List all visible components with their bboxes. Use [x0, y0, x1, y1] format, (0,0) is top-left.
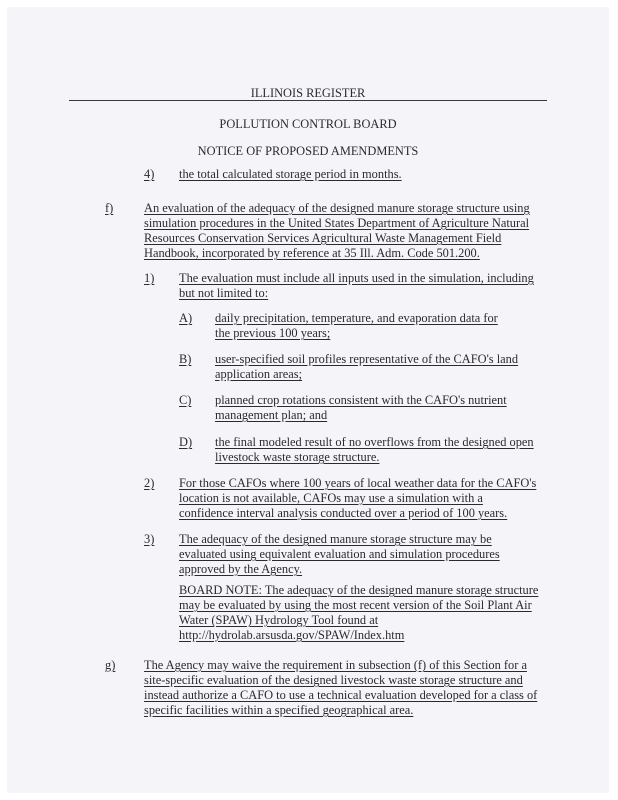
item-f2-label: 2) [144, 476, 155, 490]
item-D-text: the final modeled result of no overflows from the designed open livestock waste storage structure. [215, 435, 534, 464]
header-rule [69, 100, 547, 101]
item-B-text: user-specified soil profiles representative of the CAFO's land application areas; [215, 352, 519, 381]
item-f1-label: 1) [144, 271, 155, 285]
spaw-link[interactable]: http://hydrolab.arsusda.gov/SPAW/Index.htm [179, 628, 405, 642]
item-C-label: C) [179, 393, 192, 407]
item-f2-text: For those CAFOs where 100 years of local weather data for the CAFO's location is not available, CAFOs may use a simulation with a confidence interval analysis conducted over a period of 100 years. [179, 476, 537, 520]
subsection-f-label: f) [105, 201, 114, 215]
notice-title: NOTICE OF PROPOSED AMENDMENTS [197, 144, 419, 158]
item-A-label: A) [179, 311, 193, 325]
item-f3-text: The adequacy of the designed manure storage structure may be evaluated using equivalent evaluation and simulation procedures approved by the Agency. [179, 532, 500, 576]
subsection-g-text: The Agency may waive the requirement in subsection (f) of this Section for a site-specific evaluation of the designed livestock waste storage structure and instead authorize a CAFO to use a technical evaluation developed for a class of specific facilities within a specified geographical area. [144, 658, 538, 717]
item-B-label: B) [179, 352, 192, 366]
item-4-text: the total calculated storage period in months. [179, 167, 402, 181]
board-note [179, 583, 541, 643]
item-4-label: 4) [144, 167, 155, 181]
subsection-f-text: An evaluation of the adequacy of the designed manure storage structure using simulation procedures in the United States Department of Agriculture Natural Resources Conservation Services Agricultural Waste Management Field Handbook, incorporated by reference at 35 Ill. Adm. Code 501.200. [144, 201, 530, 260]
item-f3-label: 3) [144, 532, 155, 546]
board-title: POLLUTION CONTROL BOARD [219, 117, 397, 131]
item-D-label: D) [179, 435, 193, 449]
board-note-text: BOARD NOTE: The adequacy of the designed manure storage structure may be evaluated by using the most recent version of the Soil Plant Air Water (SPAW) Hydrology Tool found at [179, 583, 539, 627]
item-C-text: planned crop rotations consistent with the CAFO's nutrient management plan; and [215, 393, 507, 422]
item-f1-text: The evaluation must include all inputs used in the simulation, including but not limited to: [179, 271, 534, 300]
subsection-g-label: g) [105, 658, 116, 672]
register-title: ILLINOIS REGISTER [250, 86, 366, 100]
document-page [7, 7, 609, 793]
item-A-text: daily precipitation, temperature, and evaporation data for the previous 100 years; [215, 311, 498, 340]
